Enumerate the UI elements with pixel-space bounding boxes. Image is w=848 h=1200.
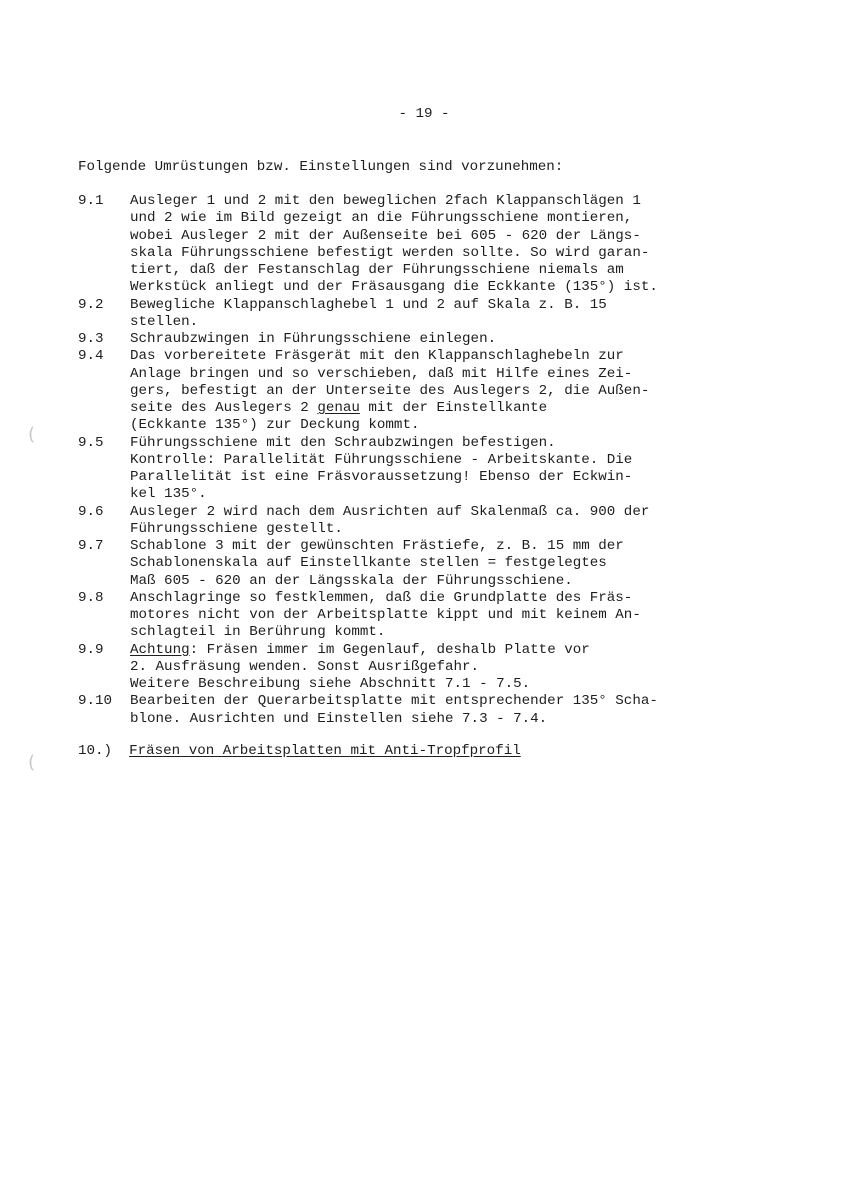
text-line: Bewegliche Klappanschlaghebel 1 und 2 auf Skala z. B. 15	[130, 296, 607, 313]
item-number: 9.5	[78, 434, 104, 451]
text-segment: mit der Einstellkante	[359, 400, 548, 416]
text-line: Anlage bringen und so verschieben, daß mit Hilfe eines Zei-	[130, 365, 633, 382]
section-number: 10.)	[78, 743, 113, 759]
section-heading	[78, 742, 521, 760]
text-line: 2. Ausfräsung wenden. Sonst Ausrißgefahr.	[130, 658, 480, 675]
text-line: stellen.	[130, 313, 199, 330]
item-text	[130, 590, 641, 642]
text-line: Anschlagringe so festklemmen, daß die Grundplatte des Fräs-	[130, 589, 633, 606]
item-text	[130, 538, 624, 590]
item-text	[130, 297, 607, 332]
list-item	[78, 538, 778, 590]
text-line: motores nicht von der Arbeitsplatte kippt und mit keinem An-	[130, 607, 641, 623]
item-number: 9.3	[78, 331, 104, 347]
text-line: Schablonenskala auf Einstellkante stellen = festgelegtes	[130, 555, 607, 572]
text-line: Parallelität ist eine Fräsvoraussetzung! Ebenso der Eckwin-	[130, 469, 633, 485]
list-item	[78, 297, 778, 332]
item-number: 9.8	[78, 589, 104, 606]
section-title: Fräsen von Arbeitsplatten mit Anti-Tropfprofil	[129, 743, 521, 759]
list-item	[78, 590, 778, 642]
text-segment: seite des Auslegers 2	[130, 400, 318, 416]
item-number: 9.4	[78, 348, 104, 365]
list-item	[78, 642, 778, 694]
item-text	[130, 693, 658, 728]
text-line: Kontrolle: Parallelität Führungsschiene - Arbeitskante. Die	[130, 451, 633, 468]
page-number: - 19 -	[398, 106, 450, 122]
intro-text: Folgende Umrüstungen bzw. Einstellungen sind vorzunehmen:	[78, 159, 564, 175]
list-item	[78, 331, 778, 348]
text-line: Schraubzwingen in Führungsschiene einlegen.	[130, 331, 497, 347]
item-number: 9.2	[78, 296, 104, 313]
text-line: Führungsschiene mit den Schraubzwingen befestigen.	[130, 434, 556, 451]
text-line: skala Führungsschiene befestigt werden sollte. So wird garan-	[130, 244, 650, 261]
item-number: 9.1	[78, 193, 104, 209]
text-line: Führungsschiene gestellt.	[130, 520, 343, 537]
list-item	[78, 435, 778, 504]
text-line: tiert, daß der Festanschlag der Führungsschiene niemals am	[130, 262, 624, 278]
text-segment: : Fräsen immer im Gegenlauf, deshalb Platte vor	[189, 641, 590, 658]
text-line: wobei Ausleger 2 mit der Außenseite bei 605 - 620 der Längs-	[130, 227, 641, 244]
text-line: Schablone 3 mit der gewünschten Frästiefe, z. B. 15 mm der	[130, 538, 624, 554]
text-line: kel 135°.	[130, 486, 207, 503]
text-line	[130, 400, 649, 417]
text-line: schlagteil in Berührung kommt.	[130, 624, 386, 641]
text-line: Maß 605 - 620 an der Längsskala der Führungsschiene.	[130, 572, 573, 589]
item-number: 9.10	[78, 693, 113, 710]
text-line: Bearbeiten der Querarbeitsplatte mit entsprechender 135° Scha-	[130, 693, 658, 710]
item-number: 9.9	[78, 641, 104, 658]
text-line: Das vorbereitete Fräsgerät mit den Klappanschlaghebeln zur	[130, 348, 624, 365]
list-item	[78, 504, 778, 539]
item-text	[130, 331, 496, 348]
text-line: gers, befestigt an der Unterseite des Auslegers 2, die Außen-	[130, 382, 650, 399]
item-text	[130, 348, 649, 434]
item-number: 9.6	[78, 503, 104, 520]
emphasis-underlined: genau	[317, 400, 360, 416]
instruction-list	[78, 193, 778, 728]
scan-artifact-mark: (	[28, 752, 36, 773]
list-item	[78, 193, 778, 297]
list-item	[78, 348, 778, 434]
text-line: und 2 wie im Bild gezeigt an die Führungsschiene montieren,	[130, 210, 633, 227]
list-item	[78, 693, 778, 728]
emphasis-underlined: Achtung	[130, 641, 190, 658]
item-text	[130, 642, 590, 694]
text-line	[130, 642, 590, 659]
item-text	[130, 504, 649, 539]
text-line: Ausleger 1 und 2 mit den beweglichen 2fach Klappanschlägen 1	[130, 193, 641, 209]
text-line: Werkstück anliegt und der Fräsausgang die Eckkante (135°) ist.	[130, 279, 658, 296]
text-line: blone. Ausrichten und Einstellen siehe 7.3 - 7.4.	[130, 710, 548, 727]
item-text	[130, 193, 658, 297]
text-line: Weitere Beschreibung siehe Abschnitt 7.1 - 7.5.	[130, 676, 531, 692]
text-line: (Eckkante 135°) zur Deckung kommt.	[130, 417, 420, 434]
item-number: 9.7	[78, 538, 104, 554]
text-line: Ausleger 2 wird nach dem Ausrichten auf Skalenmaß ca. 900 der	[130, 503, 650, 520]
scan-artifact-mark: (	[28, 424, 36, 445]
item-text	[130, 435, 632, 504]
